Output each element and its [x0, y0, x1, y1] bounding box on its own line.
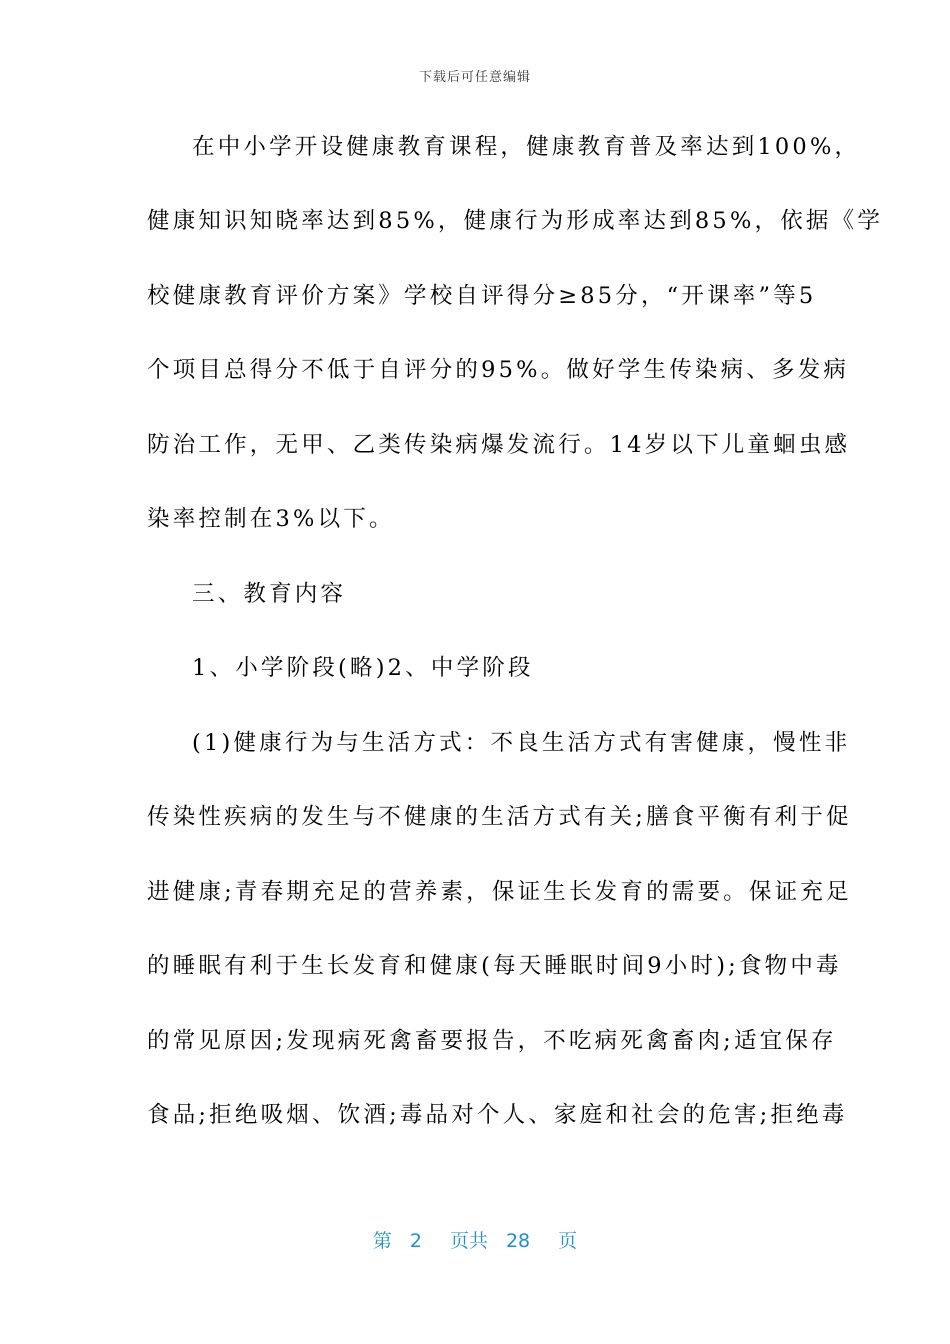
section-heading: 三、教育内容 — [192, 581, 347, 607]
text-line: 进健康;青春期充足的营养素，保证生长发育的需要。保证充足 — [147, 879, 852, 905]
page-footer — [0, 1226, 950, 1253]
footer-total-pages: 28 — [505, 1230, 531, 1252]
text-line: 健康知识知晓率达到85%，健康行为形成率达到85%，依据《学 — [147, 208, 884, 234]
footer-middle: 页共 — [449, 1230, 488, 1252]
footer-page-number: 2 — [409, 1230, 422, 1252]
subsection-heading: 1、小学阶段(略)2、中学阶段 — [192, 655, 534, 681]
header-note: 下载后可任意编辑 — [418, 70, 531, 85]
text-line: 个项目总得分不低于自评分的95%。做好学生传染病、多发病 — [147, 357, 850, 383]
text-line: 传染性疾病的发生与不健康的生活方式有关;膳食平衡有利于促 — [147, 804, 852, 830]
text-line: 的睡眠有利于生长发育和健康(每天睡眠时间9小时);食物中毒 — [147, 953, 842, 979]
text-line: (1)健康行为与生活方式：不良生活方式有害健康，慢性非 — [192, 730, 851, 756]
footer-suffix: 页 — [558, 1230, 578, 1252]
text-line: 在中小学开设健康教育课程，健康教育普及率达到100%， — [192, 134, 861, 160]
text-line: 食品;拒绝吸烟、饮酒;毒品对个人、家庭和社会的危害;拒绝毒 — [147, 1102, 848, 1128]
footer-prefix: 第 — [372, 1230, 392, 1252]
text-line: 的常见原因;发现病死禽畜要报告，不吃病死禽畜肉;适宜保存 — [147, 1028, 837, 1054]
text-line: 防治工作，无甲、乙类传染病爆发流行。14岁以下儿童蛔虫感 — [147, 432, 851, 458]
text-line: 染率控制在3%以下。 — [147, 506, 395, 532]
text-line: 校健康教育评价方案》学校自评得分≥85分，“开课率”等5 — [147, 283, 817, 309]
